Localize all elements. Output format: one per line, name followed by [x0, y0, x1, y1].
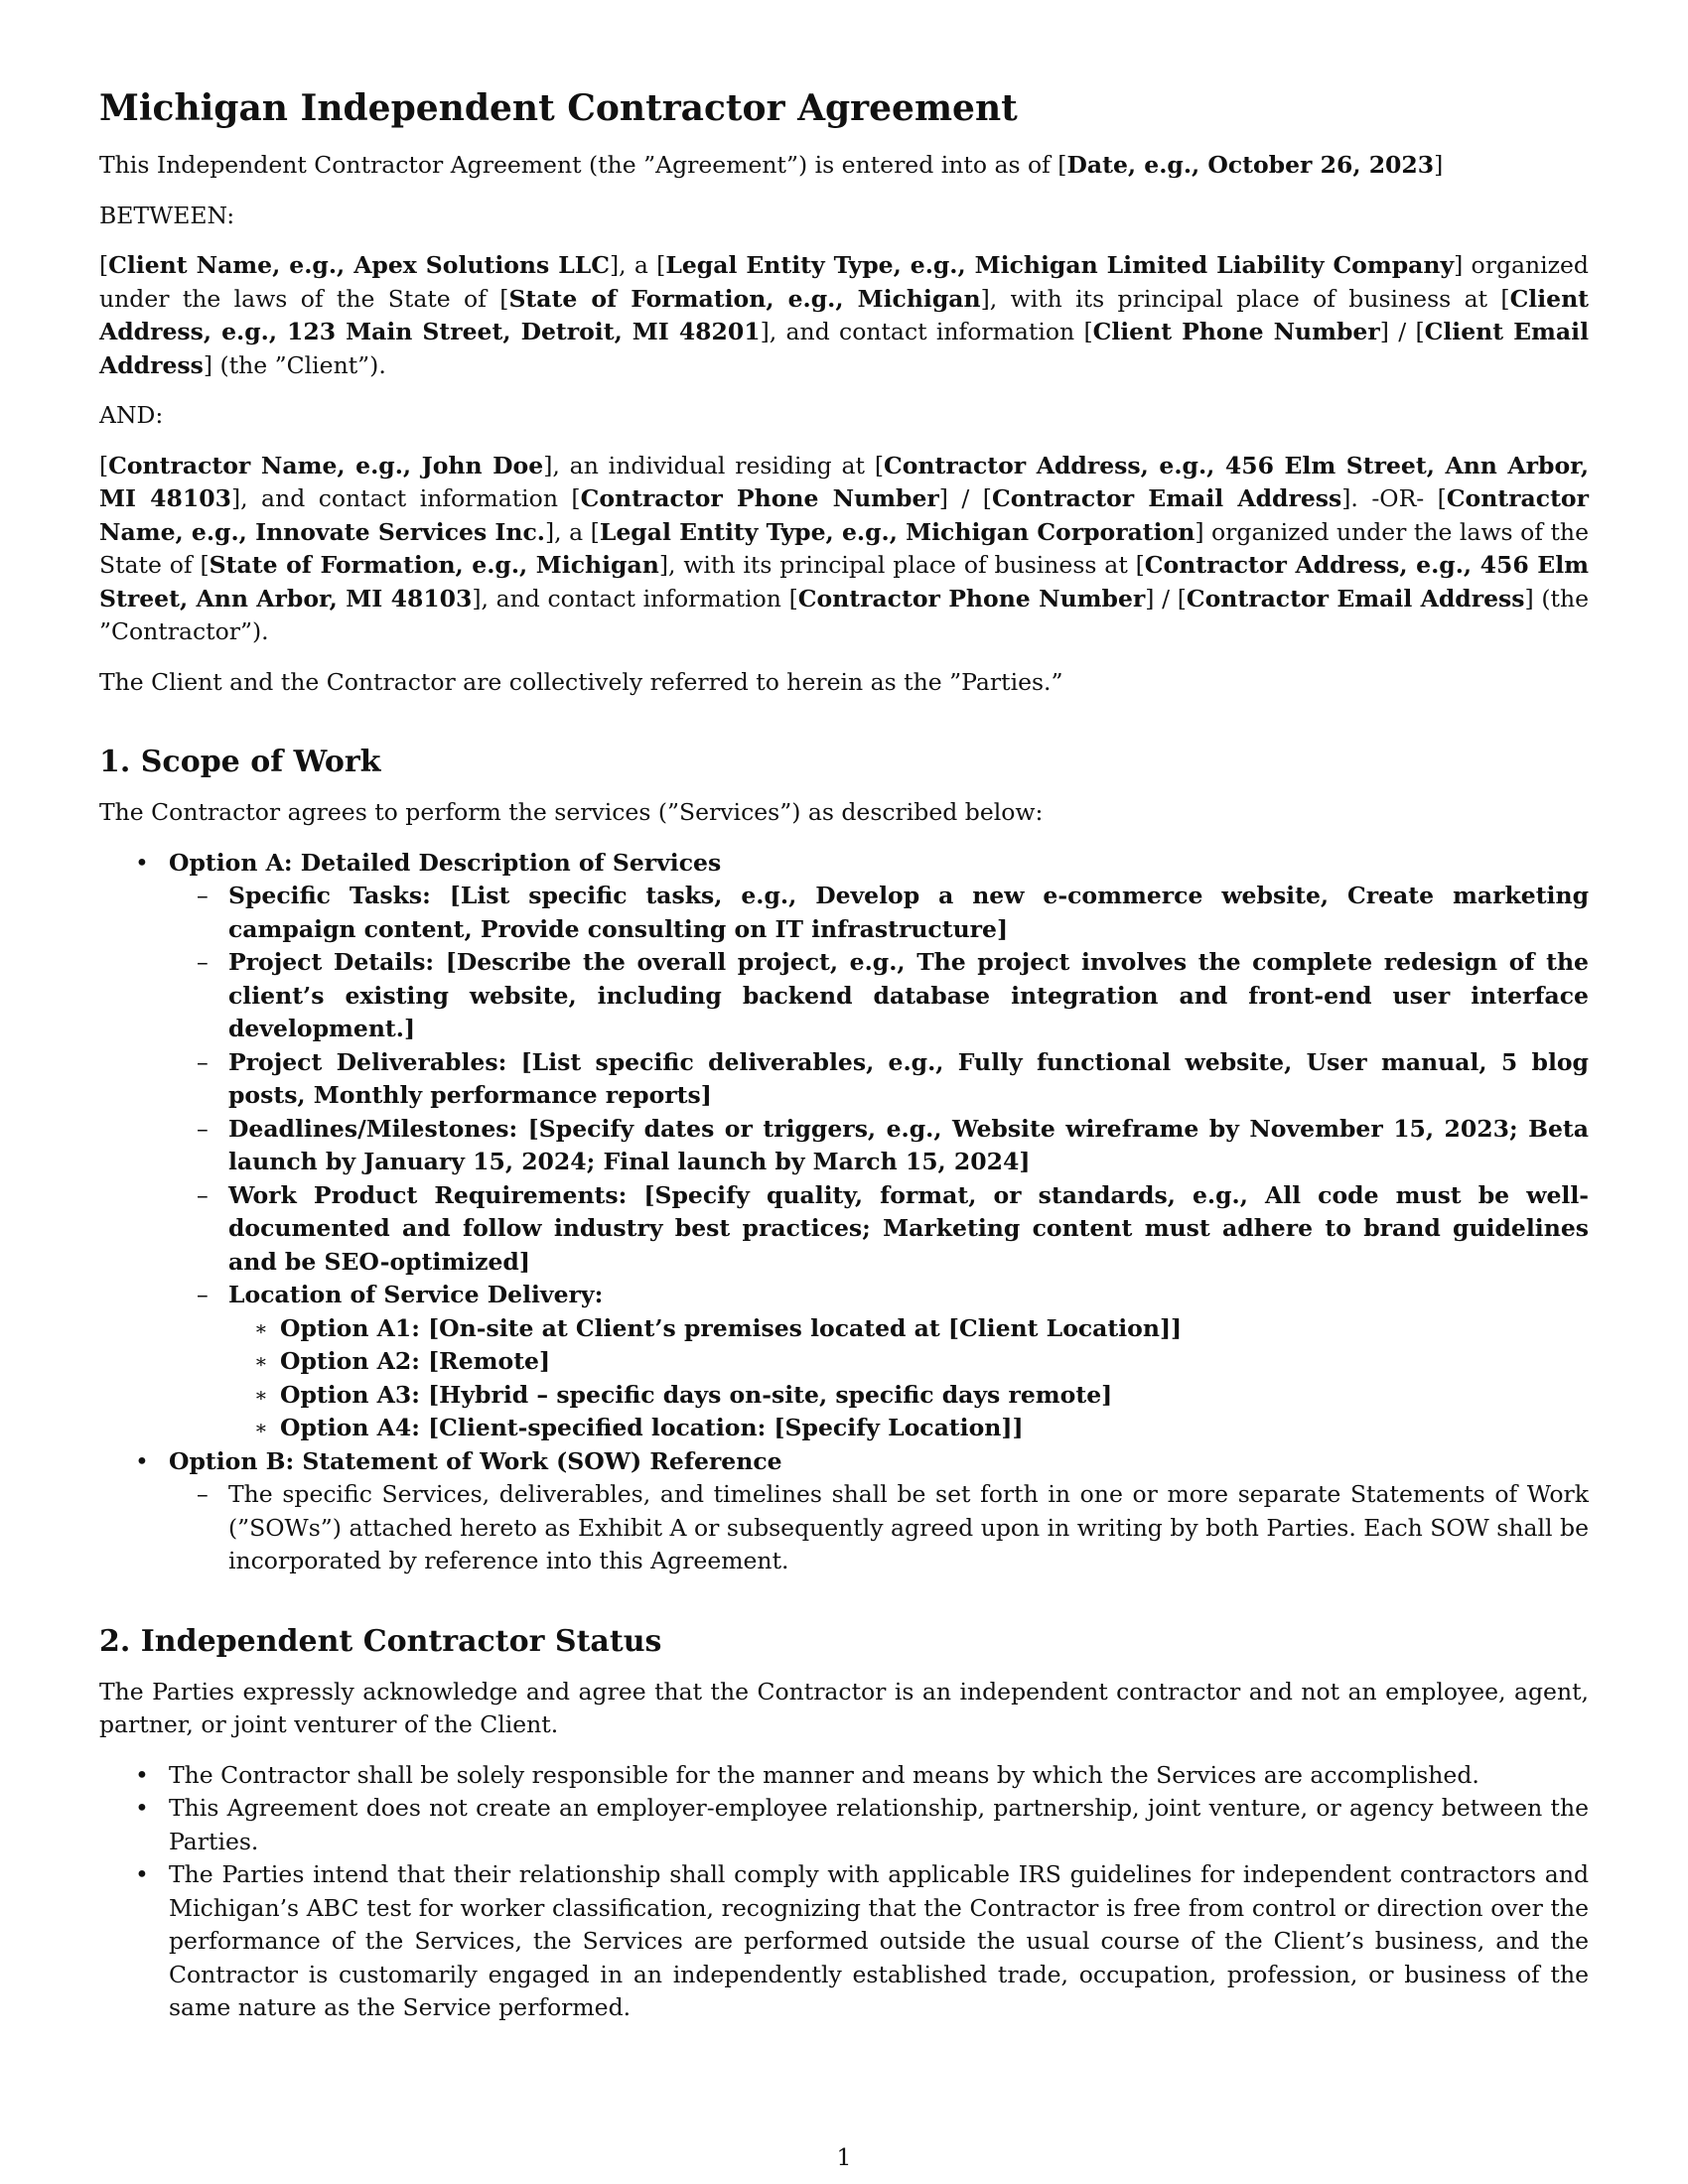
- client-state-placeholder: State of Formation, e.g., Michigan: [508, 284, 981, 313]
- list-item: • This Agreement does not create an employer-employee relationship, partnership, joint venture, or agency between the Parties.: [135, 1794, 1589, 1855]
- section-1-heading: 1. Scope of Work: [99, 745, 381, 779]
- list-item: – Work Product Requirements: [Specify quality, format, or standards, e.g., All code must be well-documented and follow industry best practices; Marketing content must adhere to brand guidelines and be SEO-optimized]: [197, 1180, 1589, 1276]
- list-item: ∗ Option A1: [On-site at Client’s premises located at [Client Location]]: [228, 1312, 1589, 1346]
- contractor-company-name-placeholder: Contractor Name, e.g., Innovate Services Inc.: [99, 484, 1589, 546]
- option-a-sublist: [169, 880, 1589, 1445]
- list-item: [99, 847, 1589, 1445]
- asterisk-icon: ∗: [254, 1382, 268, 1407]
- bullet-icon: •: [135, 1794, 149, 1822]
- between-label: BETWEEN:: [99, 201, 235, 229]
- section-2-intro: The Parties expressly acknowledge and agree that the Contractor is an independent contractor and not an employee, agent, partner, or joint venturer of the Client.: [99, 1677, 1589, 1738]
- intro-paragraph: [99, 149, 1589, 183]
- effective-date-placeholder: Date, e.g., October 26, 2023: [1066, 151, 1435, 179]
- client-name-placeholder: Client Name, e.g., Apex Solutions LLC: [108, 251, 610, 279]
- list-item: [99, 1445, 1589, 1578]
- dash-icon: –: [197, 1047, 209, 1076]
- contractor-state-placeholder: State of Formation, e.g., Michigan: [209, 551, 659, 579]
- contractor-company-phone-placeholder: Contractor Phone Number: [797, 584, 1146, 613]
- dash-icon: –: [197, 1281, 209, 1308]
- list-item: [169, 1279, 1589, 1445]
- contractor-address-placeholder: Contractor Address, e.g., 456 Elm Street, Ann Arbor, MI 48103: [99, 451, 1590, 512]
- list-item: – Project Details: [Describe the overall project, e.g., The project involves the complete redesign of the client’s existing website, including backend database integration and front-end user interface development.]: [197, 948, 1589, 1042]
- bullet-icon: •: [135, 1860, 149, 1888]
- list-item: ∗ Option A3: [Hybrid – specific days on-site, specific days remote]: [228, 1379, 1589, 1413]
- asterisk-icon: ∗: [254, 1349, 268, 1373]
- list-item: – Deadlines/Milestones: [Specify dates or triggers, e.g., Website wireframe by November 15, 2023; Beta launch by January 15, 2024; Final launch by March 15, 2024]: [197, 1114, 1589, 1175]
- client-entity-placeholder: Legal Entity Type, e.g., Michigan Limited Liability Company: [665, 251, 1455, 279]
- document-title: Michigan Independent Contractor Agreement: [99, 87, 1018, 129]
- intro-text: This Independent Contractor Agreement (the ”Agreement”) is entered into as of [: [99, 151, 1067, 179]
- contractor-name-placeholder: Contractor Name, e.g., John Doe: [108, 451, 544, 479]
- dash-icon: –: [197, 882, 209, 909]
- and-label: AND:: [99, 401, 164, 429]
- status-bullets: [99, 1759, 1589, 2025]
- client-email-placeholder: Client Email Address: [99, 318, 1590, 379]
- client-address-placeholder: Client Address, e.g., 123 Main Street, Detroit, MI 48201: [99, 284, 1590, 345]
- dash-icon: –: [197, 1480, 209, 1508]
- location-options-list: [228, 1312, 1589, 1445]
- client-phone-placeholder: Client Phone Number: [1092, 318, 1380, 345]
- contractor-company-address-placeholder: Contractor Address, e.g., 456 Elm Street, Ann Arbor, MI 48103: [99, 551, 1590, 613]
- list-item: – Specific Tasks: [List specific tasks, e.g., Develop a new e-commerce website, Create marketing campaign content, Provide consulting on IT infrastructure]: [197, 882, 1589, 943]
- document-body: [99, 85, 1589, 2025]
- client-paragraph: [Client Name, e.g., Apex Solutions LLC], a [Legal Entity Type, e.g., Michigan Limited Liability Company] organized under the laws of the State of [State of Formation, e.g., Michigan], with its principal place of business at [Client Address, e.g., 123 Main Street, Detroit, MI 48201], and contact information [Client Phone Number] / [Client Email Address] (the ”Client”).: [99, 251, 1590, 379]
- option-a-label: Option A: Detailed Description of Services: [169, 848, 722, 877]
- intro-text: ]: [1434, 151, 1444, 179]
- list-item: • The Parties intend that their relationship shall comply with applicable IRS guidelines for independent contractors and Michigan’s ABC test for worker classification, recognizing that the Contractor is free from control or direction over the performance of the Services, the Services are performed outside the usual course of the Client’s business, and the Contractor is customarily engaged in an independently established trade, occupation, profession, or business of the same nature as the Service performed.: [135, 1860, 1589, 2021]
- list-item: • The Contractor shall be solely responsible for the manner and means by which the Services are accomplished.: [99, 1759, 1589, 1793]
- contractor-email-placeholder: Contractor Email Address: [991, 484, 1342, 512]
- bullet-icon: •: [135, 848, 149, 877]
- list-item: ∗ Option A4: [Client-specified location: [Specify Location]]: [228, 1412, 1589, 1445]
- asterisk-icon: ∗: [254, 1315, 268, 1340]
- option-b-sublist: [169, 1478, 1589, 1578]
- dash-icon: –: [197, 948, 209, 976]
- list-item: – The specific Services, deliverables, and timelines shall be set forth in one or more separate Statements of Work (”SOWs”) attached hereto as Exhibit A or subsequently agreed upon in writing by both Parties. Each SOW shall be incorporated by reference into this Agreement.: [197, 1480, 1589, 1574]
- section-1-intro: The Contractor agrees to perform the services (”Services”) as described below:: [99, 798, 1044, 826]
- dash-icon: –: [197, 1114, 209, 1143]
- location-label: Location of Service Delivery:: [228, 1281, 604, 1308]
- list-item: – Project Deliverables: [List specific deliverables, e.g., Fully functional website, User manual, 5 blog posts, Monthly performance reports]: [197, 1047, 1589, 1109]
- bullet-icon: •: [135, 1446, 149, 1475]
- parties-paragraph: The Client and the Contractor are collectively referred to herein as the ”Parties.”: [99, 667, 1063, 696]
- page-number: 1: [836, 2143, 852, 2171]
- list-item: ∗ Option A2: [Remote]: [228, 1345, 1589, 1379]
- contractor-entity-placeholder: Legal Entity Type, e.g., Michigan Corporation: [599, 517, 1196, 546]
- option-b-label: Option B: Statement of Work (SOW) Reference: [169, 1446, 782, 1475]
- dash-icon: –: [197, 1180, 209, 1209]
- contractor-company-email-placeholder: Contractor Email Address: [1186, 584, 1525, 613]
- contractor-phone-placeholder: Contractor Phone Number: [580, 484, 939, 512]
- asterisk-icon: ∗: [254, 1416, 268, 1439]
- section-2-heading: 2. Independent Contractor Status: [99, 1623, 662, 1659]
- scope-options-list: [99, 847, 1589, 1578]
- bullet-icon: •: [135, 1760, 149, 1789]
- contractor-paragraph: [Contractor Name, e.g., John Doe], an individual residing at [Contractor Address, e.g., 456 Elm Street, Ann Arbor, MI 48103], and contact information [Contractor Phone Number] / [Contractor Email Address]. -OR- [Contractor Name, e.g., Innovate Services Inc.], a [Legal Entity Type, e.g., Michigan Corporation] organized under the laws of the State of [State of Formation, e.g., Michigan], with its principal place of business at [Contractor Address, e.g., 456 Elm Street, Ann Arbor, MI 48103], and contact information [Contractor Phone Number] / [Contractor Email Address] (the ”Contractor”).: [99, 451, 1590, 645]
